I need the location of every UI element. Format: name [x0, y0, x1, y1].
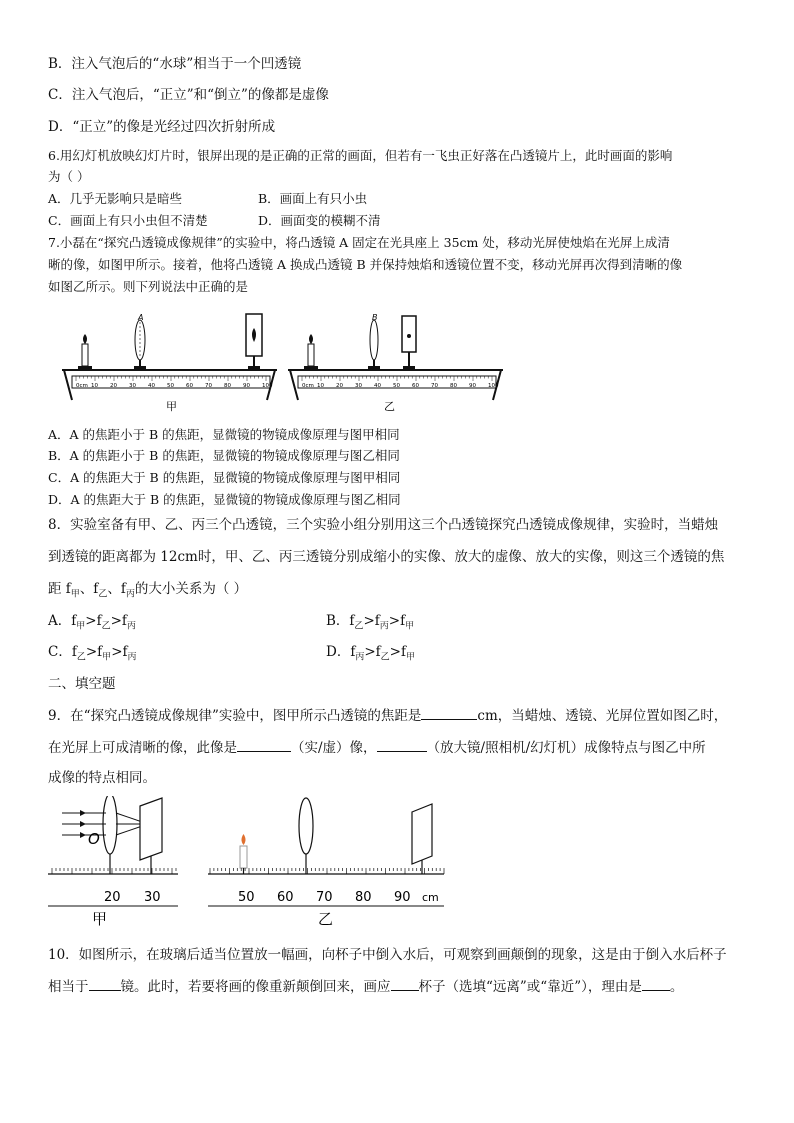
- q9-left-tick-20: 20: [104, 890, 121, 905]
- q9-fig-caption-right: 乙: [318, 910, 334, 928]
- q9-blank-image-type[interactable]: [237, 738, 291, 752]
- lens-a-label: A: [138, 313, 144, 322]
- q8-option-c: C．$f_乙>f_甲>f_丙$: [48, 644, 137, 663]
- bench-tick-label: 100: [488, 383, 499, 389]
- bench-tick-label: 50: [167, 383, 174, 389]
- q9-right-tick-80: 80: [355, 890, 372, 905]
- q8-option-b: B．$f_乙>f_丙>f_甲$: [326, 613, 415, 632]
- lens-b-label: B: [372, 313, 378, 322]
- bench-tick-label: 60: [186, 383, 193, 389]
- candle-icon: [78, 334, 92, 370]
- bench-tick-label: 10: [317, 383, 324, 389]
- bench-right: [288, 313, 503, 413]
- q9-figure: [48, 796, 448, 932]
- bench-tick-label: 80: [224, 383, 231, 389]
- q7-stem-line1: 7.小磊在“探究凸透镜成像规律”的实验中，将凸透镜 A 固定在光具座上 35cm 处，移动光屏使烛焰在光屏上成清: [48, 235, 670, 250]
- q6-option-c: C．画面上有只小虫但不清楚: [48, 213, 208, 228]
- lens-b-icon: [368, 313, 380, 370]
- screen-icon: [246, 314, 262, 370]
- q9-right-tick-50: 50: [238, 890, 255, 905]
- q10-line2: 相当于 镜。此时，若要将画的像重新颠倒回来，画应 杯子（选填“远离”或“靠近”），理由是 。: [48, 979, 684, 995]
- q8-stem-line2: 到透镜的距离都为 12cm时，甲、乙、丙三透镜分别成缩小的实像、放大的虚像、放大的实像，则这三个透镜的焦: [48, 549, 725, 565]
- q5-option-d: D．“正立”的像是光经过四次折射所成: [48, 119, 276, 135]
- q8-stem-line3: 距 $f_甲$、$f_乙$、$f_丙$的大小关系为（ ）: [48, 581, 248, 600]
- q10-blank-direction[interactable]: [391, 977, 419, 991]
- section-title-fill-in: 二、填空题: [48, 676, 116, 692]
- q7-fig-caption-left: 甲: [166, 400, 177, 413]
- q9-left-tick-30: 30: [144, 890, 161, 905]
- bench-tick-label: 40: [148, 383, 155, 389]
- bench-tick-label: 20: [336, 383, 343, 389]
- bench-tick-label: 50: [393, 383, 400, 389]
- q9-fig-right: [208, 798, 444, 928]
- candle-icon: [304, 334, 318, 370]
- q10-blank-lens-type[interactable]: [89, 977, 121, 991]
- q7-option-a: A．A 的焦距小于 B 的焦距，显微镜的物镜成像原理与图甲相同: [48, 427, 400, 442]
- bench-tick-label: 0cm: [302, 383, 314, 389]
- q9-right-unit: cm: [422, 891, 439, 904]
- q6-stem-line1: 6.用幻灯机放映幻灯片时，银屏出现的是正确的正常的画面，但若有一飞虫正好落在凸透镜片上，此时画面的影响: [48, 148, 673, 163]
- q9-fig-caption-left: 甲: [92, 910, 108, 928]
- q9-blank-focal-length[interactable]: [421, 706, 477, 720]
- q6-option-d: D．画面变的模糊不清: [258, 213, 381, 228]
- screen-icon: [402, 316, 416, 370]
- q9-right-tick-60: 60: [277, 890, 294, 905]
- bench-tick-label: 80: [450, 383, 457, 389]
- q9-line3: 成像的特点相同。: [48, 770, 156, 786]
- q7-figure-optical-bench: [62, 308, 522, 418]
- q6-option-a: A．几乎无影响只是暗些: [48, 191, 183, 206]
- q9-right-tick-90: 90: [394, 890, 411, 905]
- q10-blank-reason[interactable]: [642, 977, 670, 991]
- lens-a-icon: [134, 313, 146, 370]
- q5-option-b: B．注入气泡后的“水球”相当于一个凹透镜: [48, 56, 302, 72]
- q9-line1: 9．在“探究凸透镜成像规律”实验中，图甲所示凸透镜的焦距是 cm，当蜡烛、透镜、光屏位置如图乙时，: [48, 708, 728, 724]
- optical-center-label: O: [88, 830, 100, 848]
- q10-line1: 10．如图所示，在玻璃后适当位置放一幅画，向杯子中倒入水后，可观察到画颠倒的现象，这是由于倒入水后杯子: [48, 947, 727, 963]
- bench-tick-label: 30: [129, 383, 136, 389]
- bench-tick-label: 70: [431, 383, 438, 389]
- q9-line2: 在光屏上可成清晰的像，此像是 （实/虚）像， （放大镜/照相机/幻灯机）成像特点与图乙中所: [48, 740, 706, 756]
- q5-option-c: C．注入气泡后，“正立”和“倒立”的像都是虚像: [48, 87, 329, 103]
- q9-blank-device[interactable]: [377, 738, 427, 752]
- bench-left: [62, 313, 277, 413]
- q7-option-b: B．A 的焦距小于 B 的焦距，显微镜的物镜成像原理与图乙相同: [48, 448, 400, 463]
- bench-tick-label: 20: [110, 383, 117, 389]
- bench-tick-label: 100: [262, 383, 273, 389]
- q6-stem-line2: 为（ ）: [48, 169, 90, 184]
- q6-option-b: B．画面上有只小虫: [258, 191, 368, 206]
- bench-tick-label: 70: [205, 383, 212, 389]
- bench-tick-label: 90: [243, 383, 250, 389]
- q8-stem-line1: 8．实验室备有甲、乙、丙三个凸透镜，三个实验小组分别用这三个凸透镜探究凸透镜成像规律，实验时，当蜡烛: [48, 517, 719, 533]
- q7-stem-line2: 晰的像，如图甲所示。接着，他将凸透镜 A 换成凸透镜 B 并保持烛焰和透镜位置不变，移动光屏再次得到清晰的像: [48, 257, 683, 272]
- q7-stem-line3: 如图乙所示。则下列说法中正确的是: [48, 279, 249, 294]
- q9-fig-left: [48, 796, 178, 928]
- bench-tick-label: 40: [374, 383, 381, 389]
- q7-option-c: C．A 的焦距大于 B 的焦距，显微镜的物镜成像原理与图甲相同: [48, 470, 401, 485]
- q9-right-tick-70: 70: [316, 890, 333, 905]
- q7-option-d: D．A 的焦距大于 B 的焦距，显微镜的物镜成像原理与图乙相同: [48, 492, 401, 507]
- bench-tick-label: 10: [91, 383, 98, 389]
- q8-option-d: D．$f_丙>f_乙>f_甲$: [326, 644, 415, 663]
- bench-tick-label: 30: [355, 383, 362, 389]
- q8-option-a: A．$f_甲>f_乙>f_丙$: [48, 613, 136, 632]
- bench-tick-label: 60: [412, 383, 419, 389]
- q7-fig-caption-right: 乙: [384, 400, 395, 413]
- bench-tick-label: 90: [469, 383, 476, 389]
- bench-tick-label: 0cm: [76, 383, 88, 389]
